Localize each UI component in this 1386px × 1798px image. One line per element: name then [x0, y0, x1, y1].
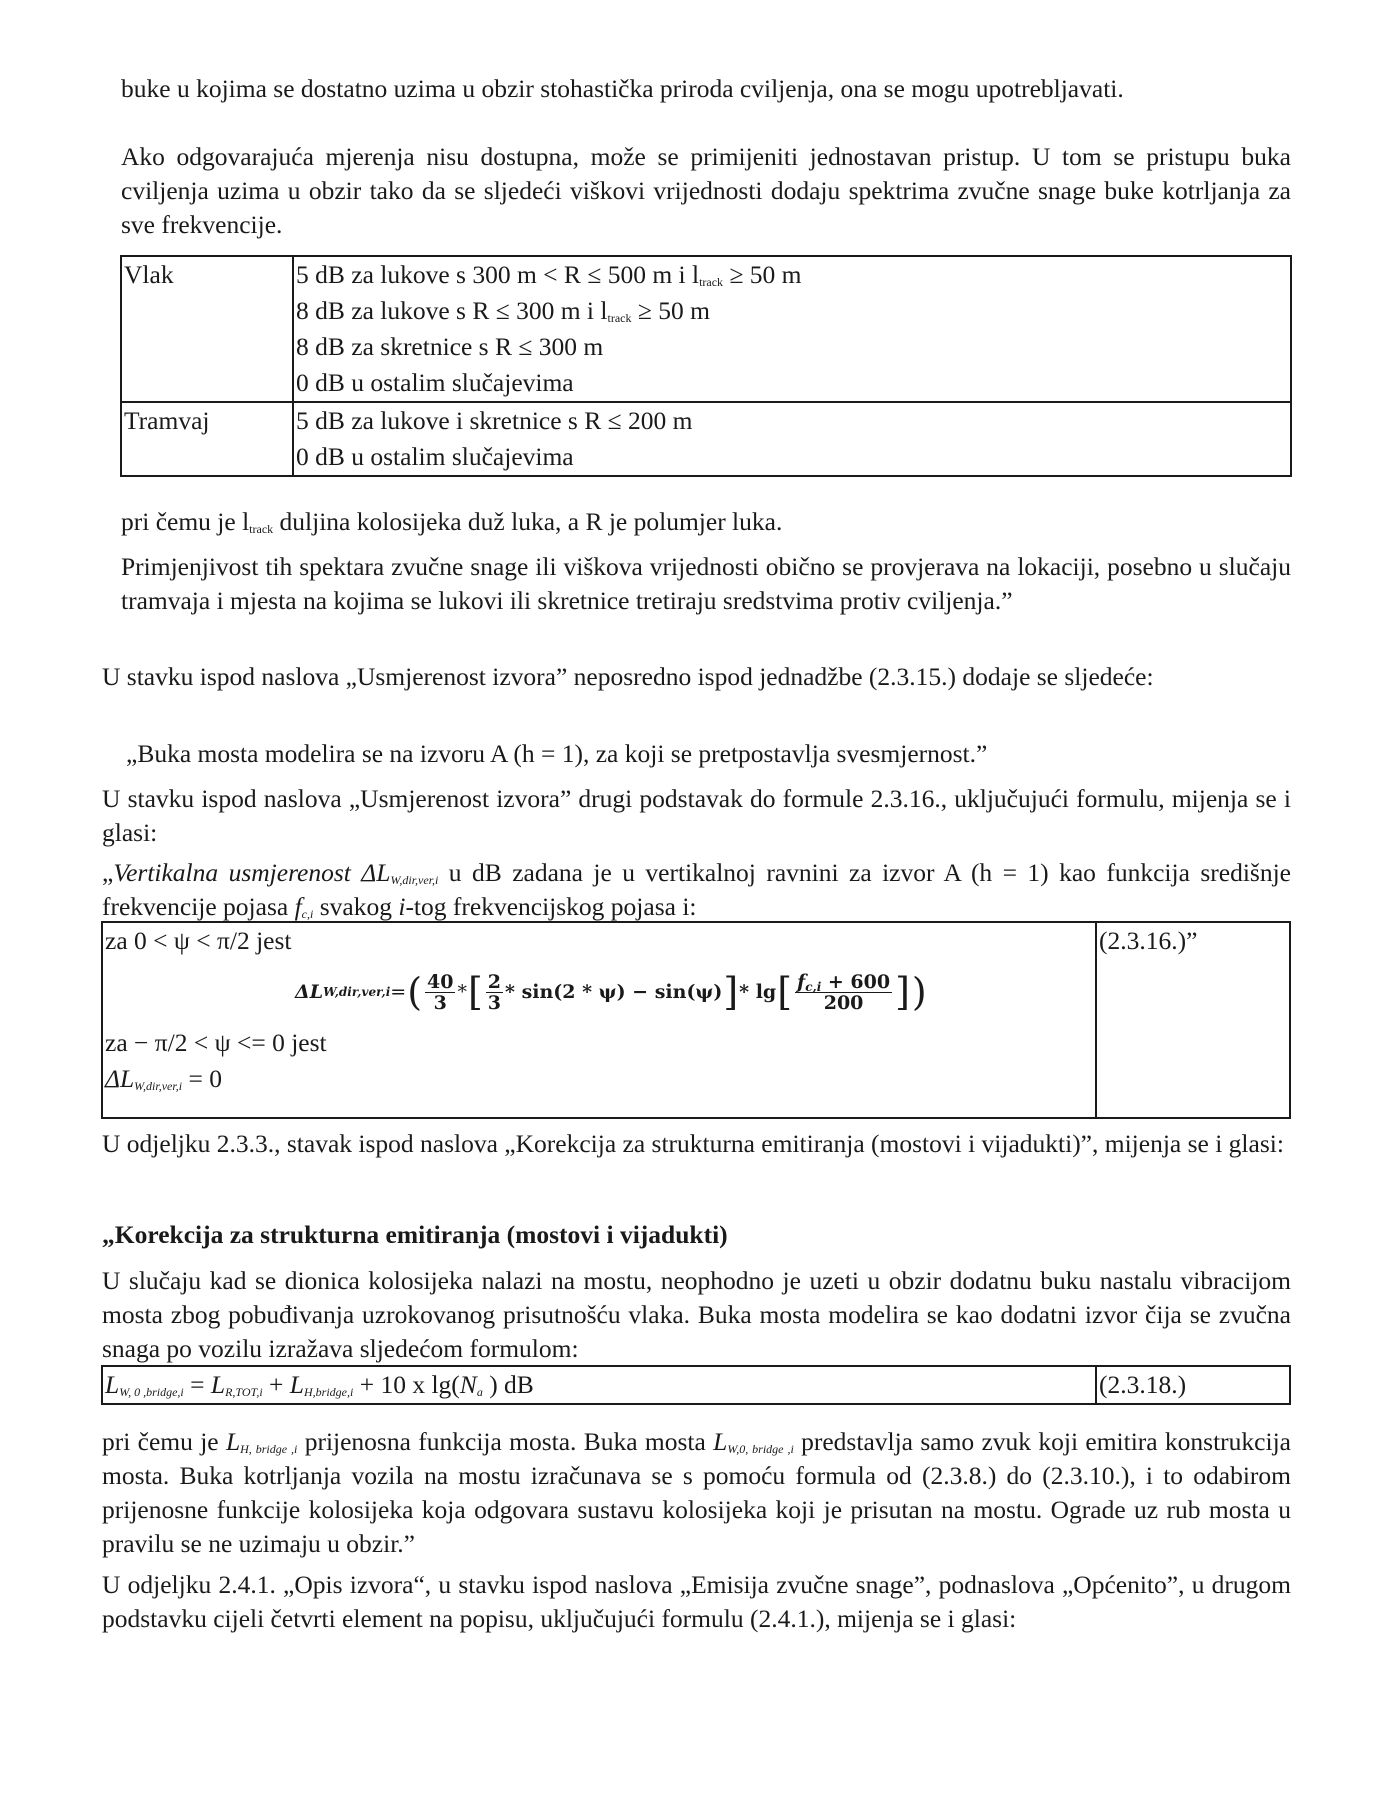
row-values-train: [293, 256, 1291, 402]
paragraph-section-2-4-1: U odjeljku 2.4.1. „Opis izvora“, u stavku ispod naslova „Emisija zvučne snage”, podnaslova „Općenito”, u drugom podstavku cijeli četvrti element na popisu, uključujući formulu (2.4.1.), mijenja se i glasi:: [102, 1570, 1291, 1633]
value-line: 8 dB za skretnice s R ≤ 300 m: [296, 332, 604, 361]
paragraph-bridge-noise: U slučaju kad se dionica kolosijeka nalazi na mostu, neophodno je uzeti u obzir dodatnu buku nastalu vibracijom mosta zbog pobuđivanja uzrokovanog prisutnošću vlaka. Buka mosta modelira se kao dodatni izvor čija se zvučna snaga po vozilu izražava sljedećom formulom:: [102, 1266, 1291, 1363]
row-label-tram: Tramvaj: [121, 402, 293, 476]
bridge-noise-formula: $L_{W, 0 ,bridge,i} = L_{R,TOT,i} + L_{H,bridge,i} + 10$ x $\lg(N_a$ ) dB: [105, 1370, 534, 1399]
table-row: [102, 1366, 1290, 1404]
formula-number-cell: [1096, 922, 1290, 1118]
value-line: 5 dB za lukove s 300 m < R ≤ 500 m i $l_{track} \ge 50$ m: [296, 260, 802, 289]
paragraph-directivity-amendment: U stavku ispod naslova „Usmjerenost izvora” neposredno ispod jednadžbe (2.3.15.) dodaje se sljedeće:: [102, 662, 1154, 691]
vertical-directivity-formula: ΔL W,dir,ver,i = ( $\frac{40}{3}$ * [ $\frac{2}{3}$ * sin(2 * ψ) − sin(ψ) ] * lg [ $\frac{f_{c,i} + 600}{200}$ ] ): [295, 970, 927, 1014]
formula-number: (2.3.18.): [1099, 1370, 1187, 1399]
value-line: 0 dB u ostalim slučajevima: [296, 368, 574, 397]
paragraph-applicability: Primjenjivost tih spektara zvučne snage ili viškova vrijednosti obično se provjerava na lokaciji, posebno u slučaju tramvaja i mjesta na kojima se lukovi ili skretnice tretiraju sredstvima protiv cviljenja.”: [121, 552, 1291, 615]
row-values-tram: [293, 402, 1291, 476]
paragraph-ltrack-definition: pri čemu je $l_{track}$ duljina kolosijeka duž luka, a R je polumjer luka.: [121, 507, 783, 536]
formula-number: (2.3.16.)”: [1099, 926, 1198, 955]
condition-negative: za − π/2 < ψ <= 0 jest: [105, 1028, 327, 1057]
formula-2-3-18-table: [101, 1365, 1291, 1405]
zero-directivity: $\Delta L_{W,dir,ver,i} = 0$: [105, 1064, 222, 1093]
paragraph-squeal-intro-end: buke u kojima se dostatno uzima u obzir stohastička priroda cviljenja, ona se mogu upotrebljavati.: [121, 74, 1124, 103]
formula-cell: [102, 922, 1096, 1118]
paragraph-simple-approach: Ako odgovarajuća mjerenja nisu dostupna, može se primijeniti jednostavan pristup. U tom se pristupu buka cviljenja uzima u obzir tako da se sljedeći viškovi vrijednosti dodaju spektrima zvučne snage buke kotrljanja za sve frekvencije.: [121, 142, 1291, 239]
squeal-excess-table: [120, 255, 1292, 477]
paragraph-section-2-3-3: U odjeljku 2.3.3., stavak ispod naslova „Korekcija za strukturna emitiranja (mostovi i vijadukti)”, mijenja se i glasi:: [102, 1129, 1284, 1158]
table-row: [121, 402, 1291, 476]
value-line: 0 dB u ostalim slučajevima: [296, 442, 574, 471]
value-line: 5 dB za lukove i skretnice s R ≤ 200 m: [296, 406, 693, 435]
value-line: 8 dB za lukove s R ≤ 300 m i $l_{track} \ge 50$ m: [296, 296, 710, 325]
paragraph-formula-replacement: U stavku ispod naslova „Usmjerenost izvora” drugi podstavak do formule 2.3.16., uključujući formulu, mijenja se i glasi:: [102, 784, 1291, 847]
table-row: [121, 256, 1291, 402]
condition-positive: za 0 < ψ < π/2 jest: [105, 926, 292, 955]
row-label-train: Vlak: [121, 256, 293, 402]
formula-2-3-16-table: [101, 921, 1291, 1119]
paragraph-bridge-omnidirectional: „Buka mosta modelira se na izvoru A (h = 1), za koji se pretpostavlja svesmjernost.”: [126, 739, 988, 768]
formula-cell: [102, 1366, 1096, 1404]
paragraph-vertical-directivity: „Vertikalna usmjerenost $\Delta L_{W,dir,ver,i}$ u dB zadana je u vertikalnoj ravnini za izvor A (h = 1) kao funkcija središnje frekvencije pojasa $f_{c,i}$ svakog i-tog frekvencijskog pojasa i:: [102, 858, 1291, 921]
formula-number-cell: [1096, 1366, 1290, 1404]
section-heading: „Korekcija za strukturna emitiranja (mostovi i vijadukti): [102, 1220, 728, 1249]
table-row: [102, 922, 1290, 1118]
paragraph-transfer-function: pri čemu je $L_{H, bridge ,i}$ prijenosna funkcija mosta. Buka mosta $L_{W,0, bridge ,i}$ predstavlja samo zvuk koji emitira konstrukcija mosta. Buka kotrljanja vozila na mostu izračunava se s pomoću formula od (2.3.8.) do (2.3.10.), i to odabirom prijenosne funkcije kolosijeka koja odgovara sustavu kolosijeka koji je prisutan na mostu. Ograde uz rub mosta u pravilu se ne uzimaju u obzir.”: [102, 1427, 1291, 1558]
